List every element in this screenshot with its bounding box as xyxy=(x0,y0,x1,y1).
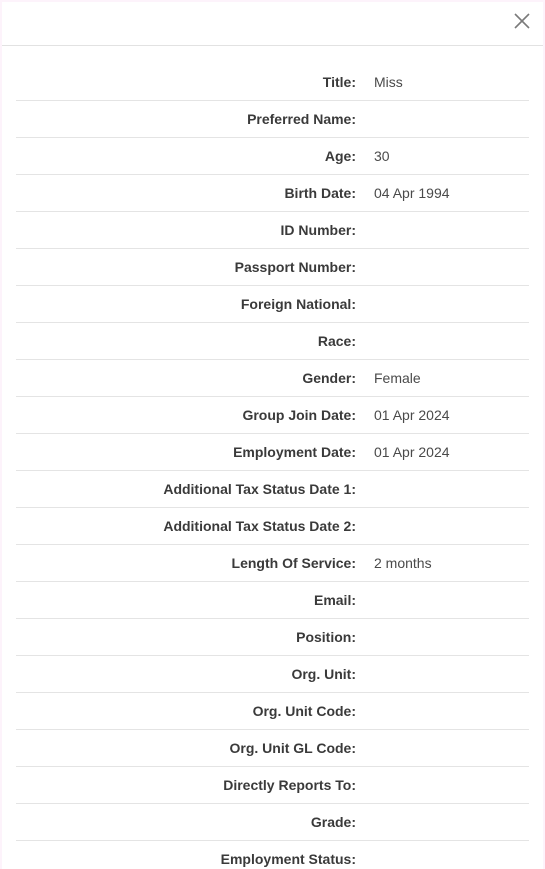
detail-row-org-unit xyxy=(16,655,529,692)
detail-value: 30 xyxy=(374,148,390,164)
detail-row-group-join-date xyxy=(16,396,529,433)
detail-row-gender xyxy=(16,359,529,396)
detail-label: Org. Unit: xyxy=(291,666,356,682)
detail-label: Directly Reports To: xyxy=(223,777,356,793)
detail-label: Length Of Service: xyxy=(231,555,356,571)
dialog-header xyxy=(2,2,543,46)
detail-value: Female xyxy=(374,370,421,386)
detail-label: Additional Tax Status Date 2: xyxy=(163,518,356,534)
detail-value: 01 Apr 2024 xyxy=(374,444,450,460)
detail-label: Preferred Name: xyxy=(247,111,356,127)
detail-row-race xyxy=(16,322,529,359)
details-list xyxy=(16,64,529,869)
detail-value: 01 Apr 2024 xyxy=(374,407,450,423)
detail-label: Grade: xyxy=(310,814,356,830)
detail-row-org-unit-code xyxy=(16,692,529,729)
detail-row-passport-number xyxy=(16,248,529,285)
detail-row-id-number xyxy=(16,211,529,248)
detail-label: Additional Tax Status Date 1: xyxy=(163,481,356,497)
detail-row-org-unit-gl-code xyxy=(16,729,529,766)
detail-row-preferred-name xyxy=(16,100,529,137)
detail-row-foreign-national xyxy=(16,285,529,322)
detail-row-employment-status xyxy=(16,840,529,869)
detail-label: ID Number: xyxy=(280,222,356,238)
detail-row-additional-tax-status-date-2 xyxy=(16,507,529,544)
detail-label: Age: xyxy=(324,148,356,164)
detail-row-age xyxy=(16,137,529,174)
detail-label: Title: xyxy=(322,74,356,90)
employee-details-dialog xyxy=(2,2,543,869)
detail-label: Email: xyxy=(313,592,356,608)
detail-row-grade xyxy=(16,803,529,840)
close-button[interactable] xyxy=(511,10,533,32)
detail-label: Race: xyxy=(317,333,356,349)
detail-row-employment-date xyxy=(16,433,529,470)
detail-label: Position: xyxy=(296,629,356,645)
detail-row-email xyxy=(16,581,529,618)
detail-value: 2 months xyxy=(374,555,432,571)
detail-label: Foreign National: xyxy=(240,296,356,312)
detail-row-birth-date xyxy=(16,174,529,211)
detail-label: Employment Date: xyxy=(233,444,356,460)
detail-label: Employment Status: xyxy=(220,851,356,867)
detail-row-additional-tax-status-date-1 xyxy=(16,470,529,507)
detail-row-title xyxy=(16,64,529,100)
detail-value: 04 Apr 1994 xyxy=(374,185,450,201)
detail-label: Gender: xyxy=(302,370,356,386)
close-icon xyxy=(511,10,533,32)
detail-label: Org. Unit Code: xyxy=(252,703,356,719)
detail-label: Group Join Date: xyxy=(242,407,356,423)
detail-row-length-of-service xyxy=(16,544,529,581)
detail-row-directly-reports-to xyxy=(16,766,529,803)
detail-row-position xyxy=(16,618,529,655)
detail-label: Org. Unit GL Code: xyxy=(229,740,356,756)
detail-label: Birth Date: xyxy=(284,185,356,201)
detail-value: Miss xyxy=(374,74,403,90)
detail-label: Passport Number: xyxy=(234,259,356,275)
